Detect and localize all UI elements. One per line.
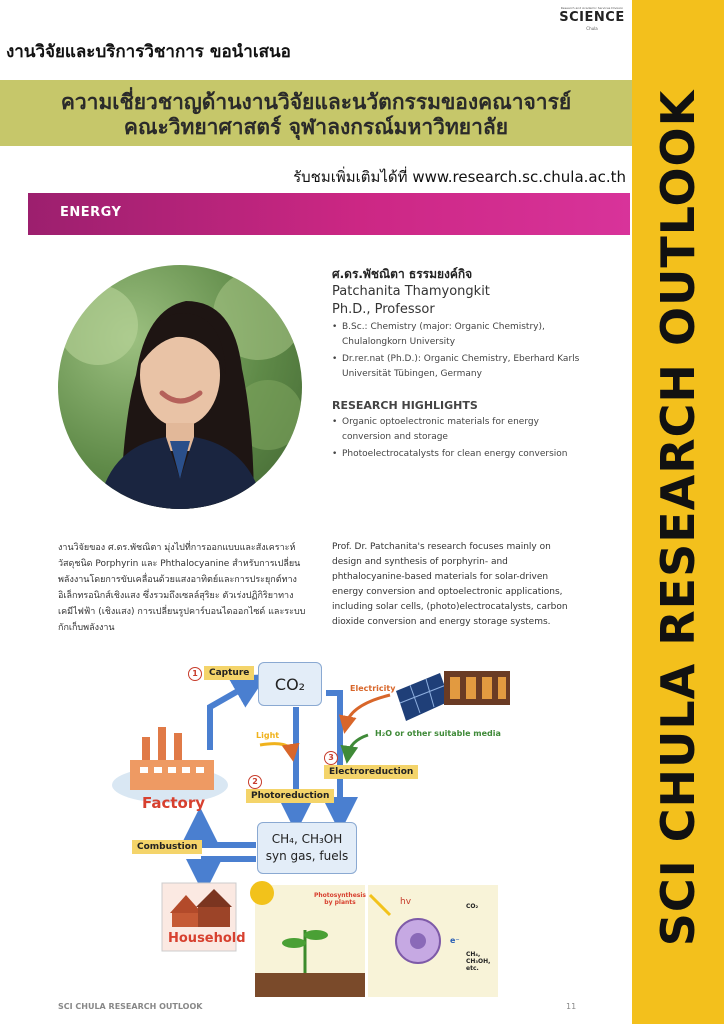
page-number: 11 (566, 1002, 577, 1011)
building-photo-icon (444, 671, 510, 705)
professor-photo (58, 265, 302, 509)
logo-top-text: Research and Academic Services Division (560, 6, 624, 10)
small-product-label-3: etc. (466, 965, 479, 972)
highlight-item: • Photoelectrocatalysts for clean energy conversion (332, 447, 582, 462)
photoreduction-label: Photoreduction (246, 789, 334, 803)
title-line-1: ความเชี่ยวชาญด้านงานวิจัยและนวัตกรรมของคณาจารย์ (60, 90, 572, 114)
side-title: SCI CHULA RESEARCH OUTLOOK (651, 89, 705, 947)
step-3-number: 3 (324, 751, 338, 765)
education-item: • Dr.rer.nat (Ph.D.): Organic Chemistry, Eberhard Karls Universität Tübingen, Germany (332, 352, 582, 382)
professor-title: Ph.D., Professor (332, 302, 435, 317)
description-english: Prof. Dr. Patchanita's research focuses mainly on design and synthesis of porphyrin- and phthalocyanine-based materials for solar-driven energy conversion and optoelectronic applications, including solar cells, (photo)electrocatalysts, carbon dioxide conversion and energy storage systems. (332, 542, 568, 627)
category-banner (28, 193, 630, 235)
electroreduction-label: Electroreduction (324, 765, 418, 779)
step-2-number: 2 (248, 775, 262, 789)
logo-sub-text: Chula (586, 26, 598, 31)
highlight-item: • Organic optoelectronic materials for energy conversion and storage (332, 415, 582, 445)
photosynthesis-label: Photosynthesis by plants (314, 892, 366, 906)
porphyrin-catalyst-illustration (368, 885, 498, 997)
education-item: • B.Sc.: Chemistry (major: Organic Chemistry), Chulalongkorn University (332, 320, 582, 350)
factory-label: Factory (142, 794, 206, 812)
fuels-line-2: syn gas, fuels (265, 849, 349, 863)
hv-label: hv (400, 897, 412, 907)
step-1-number: 1 (188, 667, 202, 681)
solar-panel-icon (396, 673, 450, 721)
description-thai: งานวิจัยของ ศ.ดร.พัชณิตา มุ่งไปที่การออกแบบและสังเคราะห์วัสดุชนิด Porphyrin และ Phthalocyanine สำหรับการเปลี่ยนพลังงานโดยการขับเคลื่อนด้วยแสงอาทิตย์และการประยุกต์ทางอิเล็กทรอนิกส์เชิงแสง ซึ่งรวมถึงเซลล์สุริยะ ตัวเร่งปฏิกิริยาทางเคมีไฟฟ้า (เชิงแสง) การเปลี่ยนรูปคาร์บอนไดออกไซด์ และระบบกักเก็บพลังงาน (58, 543, 306, 633)
science-logo (556, 6, 628, 36)
professor-name-th: ศ.ดร.พัชณิตา ธรรมยงค์กิจ (332, 267, 473, 281)
electricity-label: Electricity (350, 684, 396, 693)
co2-box: CO₂ (258, 662, 322, 706)
footer-publication: SCI CHULA RESEARCH OUTLOOK (58, 1002, 203, 1011)
title-box (0, 80, 632, 146)
small-product-label-2: CH₃OH, (466, 958, 491, 965)
co2-cycle-diagram (100, 655, 530, 1005)
portrait-illustration (58, 265, 302, 509)
fuels-box (257, 822, 357, 874)
small-co2-label: CO₂ (466, 903, 479, 910)
title-line-2: คณะวิทยาศาสตร์ จุฬาลงกรณ์มหาวิทยาลัย (123, 115, 509, 139)
education-list (332, 320, 582, 384)
research-highlights-list (332, 415, 582, 464)
household-label: Household (168, 931, 246, 946)
small-product-label-1: CH₄, (466, 951, 481, 958)
intro-heading: งานวิจัยและบริการวิชาการ ขอนำเสนอ (6, 42, 291, 62)
category-label: ENERGY (60, 205, 122, 220)
capture-label: Capture (204, 666, 254, 680)
logo-main-text: SCIENCE (559, 10, 625, 25)
more-info-link[interactable]: รับชมเพิ่มเติมได้ที่ www.research.sc.chula.ac.th (293, 168, 626, 186)
professor-name-en: Patchanita Thamyongkit (332, 284, 490, 299)
fuels-line-1: CH₄, CH₃OH (271, 832, 343, 846)
electron-label: e⁻ (450, 936, 460, 945)
combustion-label: Combustion (132, 840, 202, 854)
water-label: H₂O or other suitable media (375, 729, 501, 738)
research-highlights-heading: RESEARCH HIGHLIGHTS (332, 399, 478, 412)
light-label: Light (256, 731, 280, 740)
